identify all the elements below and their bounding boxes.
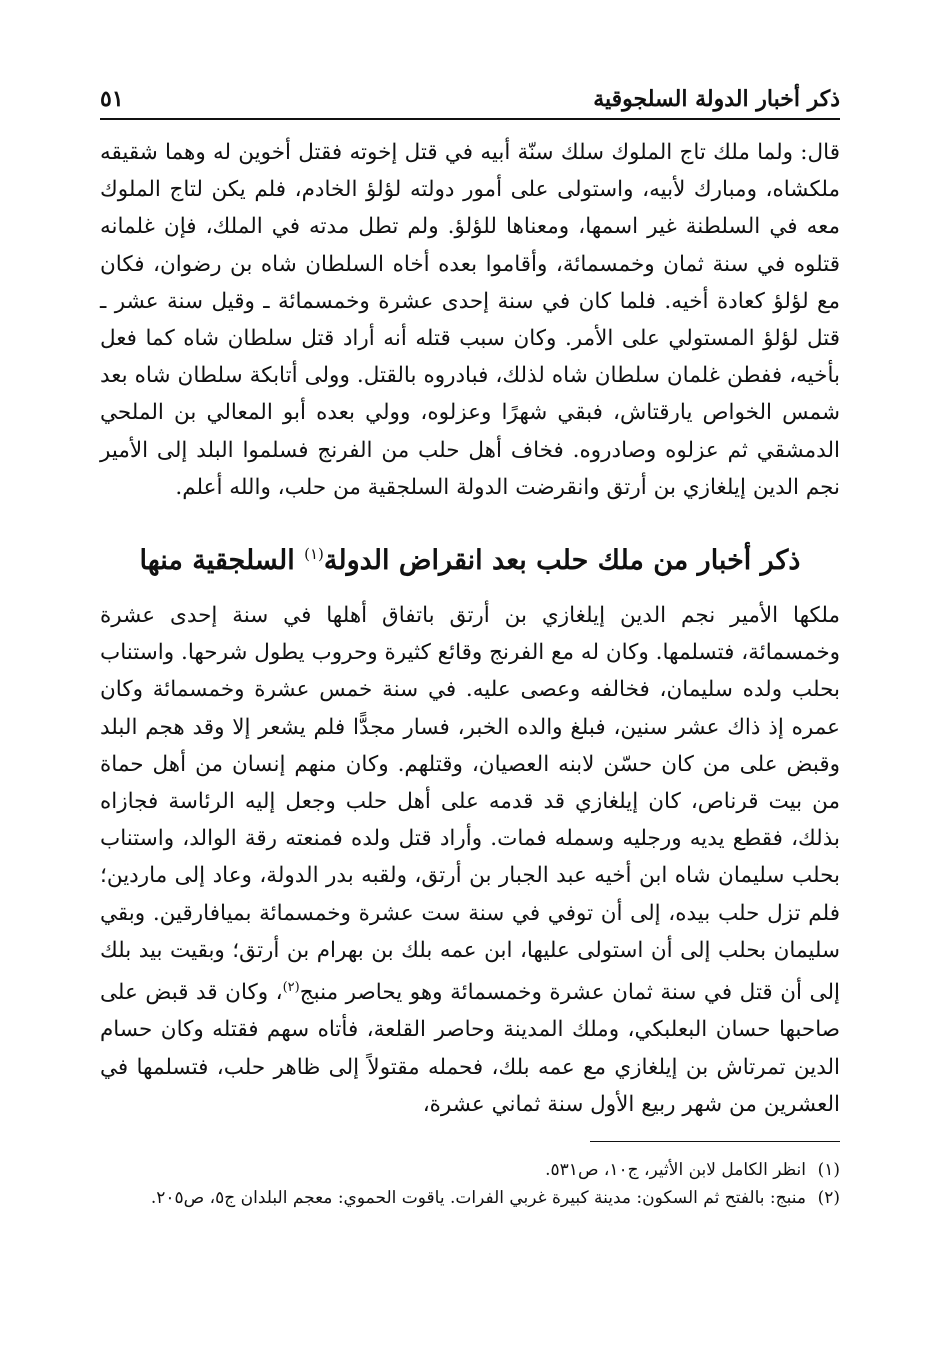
footnote-separator xyxy=(590,1141,840,1142)
footnote-2 xyxy=(100,1184,840,1212)
paragraph-2-part1: ملكها الأمير نجم الدين إيلغازي بن أرتق باتفاق أهلها في سنة إحدى عشرة وخمسمائة، فتسلمها. وكان له مع الفرنج وقائع كثيرة وحروب يطول شرحها. واستناب بحلب ولده سليمان، فخالفه وعصى عليه. في سنة خمس عشرة وخمسمائة وكان عمره إذ ذاك عشر سنين، فبلغ والده الخبر، فسار مجدًّا فلم يشعر إلا وقد هجم البلد وقبض على من كان حسّن لابنه العصيان، وقتلهم. وكان منهم إنسان من أهل حماة من بيت قرناص، كان إيلغازي قد قدمه على أهل حلب وجعل إليه الرئاسة فجازاه بذلك، فقطع يديه ورجليه وسمله فمات. وأراد قتل ولده فمنعته رقة الوالد، واستناب بحلب سليمان شاه ابن أخيه عبد الجبار بن أرتق، ولقبه بدر الدولة، وعاد إلى ماردين؛ فلم تزل حلب بيده، إلى أن توفي في سنة ست عشرة وخمسمائة بميافارقين. وبقي سليمان بحلب إلى أن استولى عليها، ابن عمه بلك بن بهرام بن أرتق؛ وبقيت بيد بلك إلى أن قتل في سنة ثمان عشرة وخمسمائة وهو يحاصر منبج xyxy=(100,603,840,1006)
footnote-1 xyxy=(100,1156,840,1184)
section-title-part1: ذكر أخبار من ملك حلب بعد انقراض الدولة xyxy=(323,545,801,577)
section-title xyxy=(100,534,840,581)
footnote-number: (١) xyxy=(817,1160,840,1181)
footnote-text: انظر الكامل لابن الأثير، ج١٠، ص٥٣١. xyxy=(545,1160,806,1181)
footnote-ref-1[interactable]: (١) xyxy=(304,545,324,564)
paragraph-2 xyxy=(100,597,840,1123)
page-number: ٥١ xyxy=(100,86,124,112)
paragraph-2-part2: ، وكان قد قبض على صاحبها حسان البعلبكي، وملك المدينة وحاصر القلعة، فأتاه سهم فقتله وكان حسام الدين تمرتاش بن إيلغازي مع عمه بلك، فحمله مقتولاً إلى ظاهر حلب، فتسلمها في العشرين من شهر ربيع الأول سنة ثماني عشرة، xyxy=(100,980,840,1117)
book-page xyxy=(100,86,840,1212)
running-title: ذكر أخبار الدولة السلجوقية xyxy=(593,86,840,112)
paragraph-1: قال: ولما ملك تاج الملوك سلك سنّة أبيه في قتل إخوته فقتل أخوين له وهما شقيقه ملكشاه، ومبارك لأبيه، واستولى على أمور دولته لؤلؤ الخادم، فلم يكن لتاج الملوك معه في السلطنة غير اسمها، ومعناها للؤلؤ. ولم تطل مدته في الملك، فإن غلمانه قتلوه في سنة ثمان وخمسمائة، وأقاموا بعده أخاه السلطان شاه بن رضوان، فكان مع لؤلؤ كعادة أخيه. فلما كان في سنة إحدى عشرة وخمسمائة ـ وقيل سنة عشر ـ قتل لؤلؤ المستولي على الأمر. وكان سبب قتله أنه أراد قتل سلطان شاه كما فعل بأخيه، ففطن غلمان سلطان شاه لذلك، فبادروه بالقتل. وولى أتابكة سلطان شاه بعد شمس الخواص يارقتاش، فبقي شهرًا وعزلوه، وولي بعده أبو المعالي بن الملحي الدمشقي ثم عزلوه وصادروه. فخاف أهل حلب من الفرنج فسلموا البلد إلى الأمير نجم الدين إيلغازي بن أرتق وانقرضت الدولة السلجقية من حلب، والله أعلم. xyxy=(100,140,840,500)
footnote-ref-2[interactable]: (٢) xyxy=(282,980,300,996)
header-rule xyxy=(100,118,840,120)
section-title-part2: السلجقية منها xyxy=(139,545,305,577)
footnote-number: (٢) xyxy=(817,1188,840,1209)
page-header xyxy=(100,86,840,114)
footnote-text: منبج: بالفتح ثم السكون: مدينة كبيرة غربي الفرات. ياقوت الحموي: معجم البلدان ج٥، ص٢٠٥. xyxy=(150,1188,806,1209)
